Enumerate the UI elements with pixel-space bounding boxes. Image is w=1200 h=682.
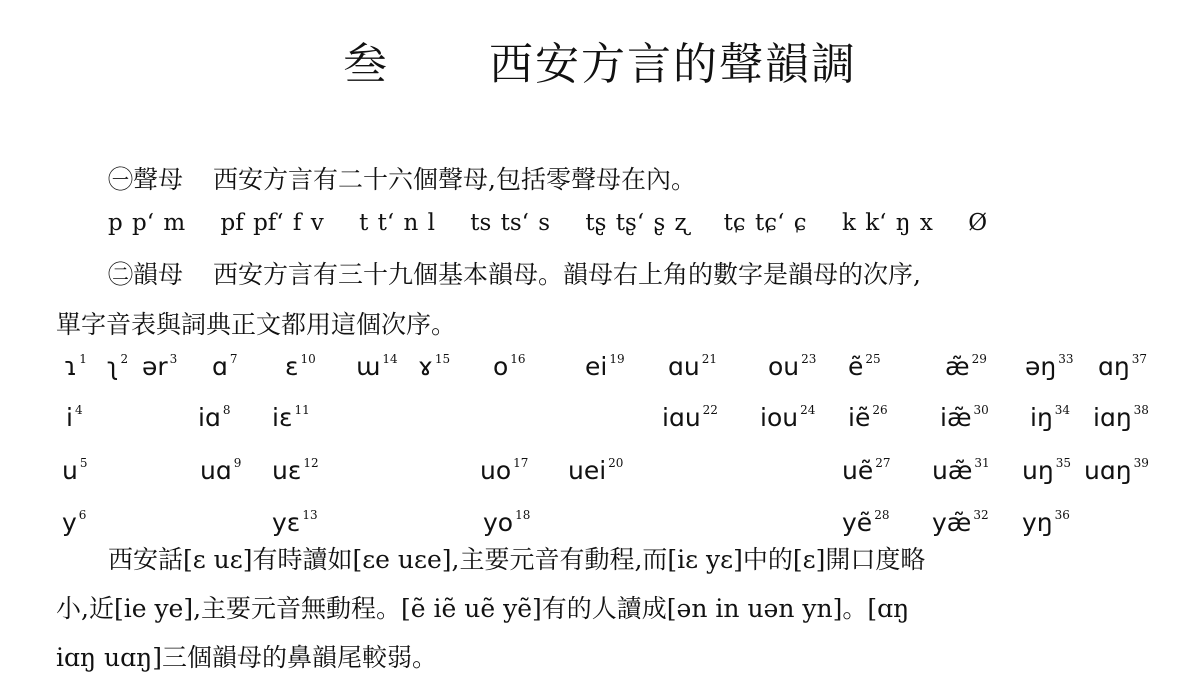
final-number: 34: [1054, 403, 1071, 417]
final-number: 3: [169, 352, 178, 366]
final-number: 21: [701, 352, 717, 366]
final-number: 22: [702, 403, 718, 417]
final-entry: [760, 403, 815, 432]
final-entry: [107, 352, 128, 381]
final-number: 9: [233, 456, 242, 470]
initial-group: Ø: [968, 210, 988, 236]
final-entry: [356, 352, 398, 381]
final-form: uẽ: [842, 456, 874, 485]
final-entry: [62, 508, 86, 537]
final-entry: [480, 456, 528, 485]
final-form: ɑ: [212, 352, 228, 381]
final-form: y: [62, 508, 77, 537]
final-number: 33: [1058, 352, 1074, 366]
final-form: iɑŋ: [1093, 403, 1132, 432]
final-number: 32: [973, 508, 989, 522]
final-form: əŋ: [1025, 352, 1057, 381]
final-form: iɑ: [198, 403, 221, 432]
final-entry: [768, 352, 816, 381]
initials-heading: [108, 160, 696, 196]
final-number: 15: [434, 352, 451, 366]
final-number: 17: [513, 456, 529, 470]
final-entry: [1098, 352, 1147, 381]
final-entry: [848, 352, 881, 381]
final-entry: [842, 508, 889, 537]
final-entry: [493, 352, 526, 381]
final-entry: [1025, 352, 1074, 381]
final-entry: [212, 352, 238, 381]
final-number: 23: [801, 352, 817, 366]
finals-heading-continuation: 單字音表與詞典正文都用這個次序。: [56, 310, 457, 339]
final-form: uɛ: [272, 456, 302, 485]
section-text: 西安方言有三十九個基本韻母。韻母右上角的數字是韻母的次序,: [213, 260, 921, 289]
final-number: 25: [865, 352, 881, 366]
final-entry: [418, 352, 450, 381]
final-form: yẽ: [842, 508, 873, 537]
final-form: ər: [142, 352, 168, 381]
final-form: ɛ: [285, 352, 299, 381]
final-entry: [932, 456, 990, 485]
final-entry: [932, 508, 989, 537]
initial-group: tʂ tʂ‘ ʂ ʐ: [585, 210, 689, 236]
final-entry: [1022, 456, 1071, 485]
final-number: 36: [1054, 508, 1070, 522]
final-form: ɑŋ: [1098, 352, 1130, 381]
final-number: 28: [874, 508, 890, 522]
final-entry: [668, 352, 717, 381]
final-number: 12: [303, 456, 319, 470]
final-form: iɑu: [662, 403, 701, 432]
finals-heading: [108, 255, 921, 291]
initial-group: tɕ tɕ‘ ɕ: [723, 210, 807, 236]
final-number: 6: [78, 508, 87, 522]
initial-group: k k‘ ŋ x: [841, 210, 933, 236]
final-entry: [200, 456, 241, 485]
final-entry: [1093, 403, 1149, 432]
final-form: iŋ: [1030, 403, 1053, 432]
page-title: [0, 28, 1200, 92]
final-number: 19: [609, 352, 625, 366]
final-entry: [842, 456, 891, 485]
note-line: iɑŋ uɑŋ]三個韻母的鼻韻尾較弱。: [56, 643, 438, 672]
note-line: 小,近[ie ye],主要元音無動程。[ẽ iẽ uẽ yẽ]有的人讀成[ən in uən yn]。[ɑŋ: [56, 594, 910, 623]
final-form: iẽ: [848, 403, 871, 432]
final-number: 8: [222, 403, 231, 417]
final-form: ɑu: [668, 352, 700, 381]
final-number: 26: [872, 403, 888, 417]
final-number: 31: [974, 456, 990, 470]
final-number: 39: [1133, 456, 1149, 470]
final-form: uɑ: [200, 456, 232, 485]
final-form: u: [62, 456, 78, 485]
final-number: 5: [79, 456, 88, 470]
final-entry: [198, 403, 230, 432]
final-number: 38: [1133, 403, 1149, 417]
final-entry: [272, 403, 310, 432]
final-number: 7: [229, 352, 238, 366]
final-entry: [142, 352, 177, 381]
final-entry: [64, 352, 87, 381]
initial-group: p p‘ m: [108, 210, 186, 236]
final-entry: [483, 508, 530, 537]
final-form: iæ̃: [940, 403, 972, 432]
final-form: ɿ: [64, 352, 78, 381]
final-number: 4: [74, 403, 83, 417]
final-entry: [848, 403, 888, 432]
final-entry: [662, 403, 718, 432]
final-form: o: [493, 352, 509, 381]
final-number: 14: [382, 352, 398, 366]
section-text: 西安方言有二十六個聲母,包括零聲母在內。: [213, 165, 696, 194]
final-entry: [1030, 403, 1070, 432]
final-number: 13: [302, 508, 318, 522]
final-number: 16: [510, 352, 526, 366]
final-form: iou: [760, 403, 799, 432]
final-entry: [272, 456, 319, 485]
section-label: ㊁韻母: [108, 260, 184, 289]
final-number: 18: [515, 508, 531, 522]
final-form: i: [66, 403, 73, 432]
final-form: iɛ: [272, 403, 293, 432]
final-form: æ̃: [945, 352, 970, 381]
final-entry: [1084, 456, 1149, 485]
final-form: yŋ: [1022, 508, 1053, 537]
note-line: 西安話[ɛ uɛ]有時讀如[ɛe uɛe],主要元音有動程,而[iɛ yɛ]中的[ɛ]開口度略: [108, 545, 926, 574]
final-number: 24: [800, 403, 816, 417]
final-form: uo: [480, 456, 512, 485]
final-form: yæ̃: [932, 508, 972, 537]
initial-group: pf pf‘ f v: [220, 210, 324, 236]
final-form: uæ̃: [932, 456, 973, 485]
final-form: uɑŋ: [1084, 456, 1132, 485]
final-form: yo: [483, 508, 514, 537]
final-number: 1: [79, 352, 87, 366]
final-form: yɛ: [272, 508, 301, 537]
final-form: ei: [585, 352, 608, 381]
initial-group: t t‘ n l: [359, 210, 435, 236]
final-number: 37: [1131, 352, 1147, 366]
final-number: 11: [294, 403, 310, 417]
final-form: ɤ: [418, 352, 433, 381]
final-number: 29: [971, 352, 987, 366]
final-entry: [272, 508, 318, 537]
final-form: ẽ: [848, 352, 864, 381]
final-number: 35: [1055, 456, 1071, 470]
final-form: ou: [768, 352, 800, 381]
final-entry: [585, 352, 625, 381]
final-form: uŋ: [1022, 456, 1054, 485]
final-form: ɯ: [356, 352, 381, 381]
chapter-title: 西安方言的聲韻調: [489, 39, 857, 90]
chapter-number: 叁: [343, 39, 389, 90]
initial-group: ts ts‘ s: [470, 210, 551, 236]
final-entry: [66, 403, 83, 432]
final-number: 27: [875, 456, 891, 470]
final-entry: [568, 456, 623, 485]
final-entry: [940, 403, 989, 432]
final-number: 20: [608, 456, 624, 470]
final-entry: [62, 456, 88, 485]
final-entry: [1022, 508, 1070, 537]
final-number: 2: [120, 352, 129, 366]
section-label: ㊀聲母: [108, 165, 184, 194]
final-number: 10: [300, 352, 316, 366]
final-entry: [285, 352, 316, 381]
final-entry: [945, 352, 987, 381]
final-form: uei: [568, 456, 607, 485]
initials-list: [108, 210, 1013, 236]
final-number: 30: [973, 403, 989, 417]
final-form: ʅ: [107, 352, 119, 381]
